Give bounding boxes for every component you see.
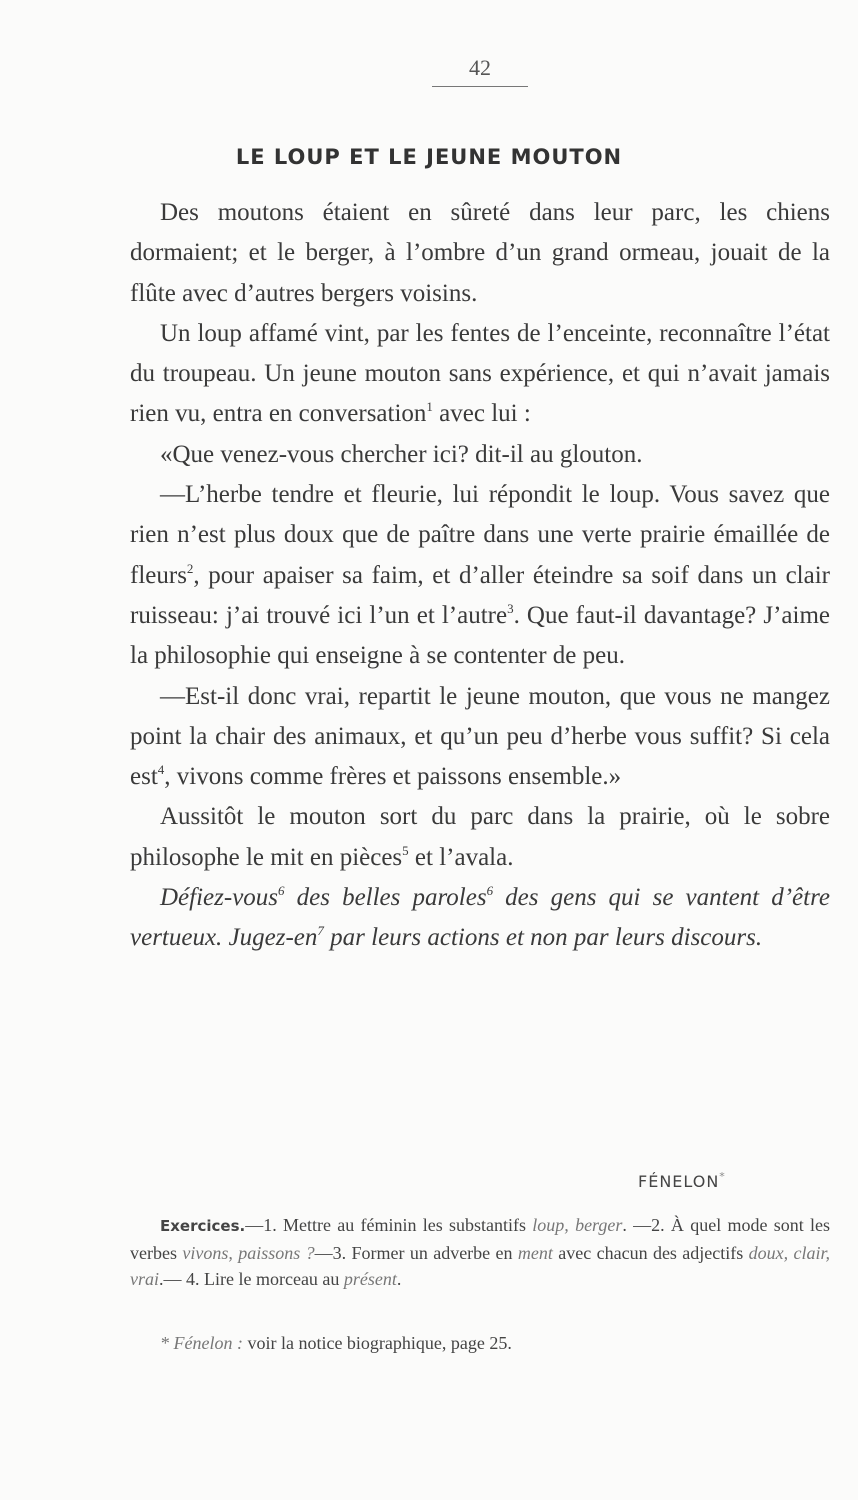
footnote-mark: *	[160, 1333, 169, 1353]
moral-text-c: des gens qui se vantent d’être vertueux. Jugez-en	[130, 884, 830, 952]
exercises-words-nouns: loup, berger	[532, 1215, 623, 1235]
paragraph-4	[130, 475, 830, 676]
footnote-ref-6a: 6	[278, 883, 285, 899]
author-footnote	[160, 1330, 830, 1356]
paragraph-5-text-a: —Est-il donc vrai, repartit le jeune mouton, que vous ne mangez point la chair des animaux, et qu’un peu d’herbe vous suffit? Si cela est	[130, 682, 830, 791]
exercises-text-2: . —2. À quel mode sont les verbes	[130, 1215, 830, 1263]
exercises-paragraph	[130, 1212, 830, 1293]
exercises-text-5: .— 4. Lire le morceau au	[159, 1269, 344, 1289]
exercises-words-adjectives: doux, clair, vrai	[130, 1242, 831, 1289]
paragraph-5	[130, 677, 830, 798]
moral-text-d: par leurs actions et non par leurs discours.	[323, 924, 763, 952]
author-mark: *	[719, 1170, 726, 1183]
footnote-ref-1: 1	[426, 399, 433, 415]
footnote-ref-7: 7	[317, 923, 324, 939]
exercises-text-6: .	[396, 1269, 402, 1289]
author-name: FÉNELON	[638, 1172, 720, 1191]
paragraph-1-text: Des moutons étaient en sûreté dans leur parc, les chiens dormaient; et le berger, à l’ombre d’un grand ormeau, jouait de la flûte avec d’autres bergers voisins.	[130, 199, 830, 307]
fable-text	[130, 193, 830, 959]
page-number: 42	[469, 55, 491, 80]
paragraph-3-text: «Que venez-vous chercher ici? dit-il au glouton.	[160, 440, 643, 468]
moral-text-b: des belles paroles	[284, 884, 487, 912]
paragraph-3	[130, 435, 830, 475]
exercises-word-ment: ment	[517, 1242, 553, 1263]
paragraph-2-text-b: avec lui :	[432, 400, 531, 428]
exercises-text-1: —1. Mettre au féminin les substantifs	[245, 1215, 533, 1235]
paragraph-4-text-b: , pour apaiser sa faim, et d’aller éteindre sa soif dans un clair ruisseau: j’ai trouvé ici l’un et l’autre	[130, 561, 830, 629]
page-title: LE LOUP ET LE JEUNE MOUTON	[235, 145, 623, 169]
moral-text-a: Défiez-vous	[160, 884, 279, 912]
exercises-word-present: présent	[343, 1269, 397, 1289]
paragraph-4-text-a: —L’herbe tendre et fleurie, lui répondit le loup. Vous savez que rien n’est plus doux que de paître dans une verte prairie émaillée de fleurs	[130, 481, 830, 589]
page-number-rule	[432, 86, 528, 87]
footnote-ref-4: 4	[157, 762, 165, 778]
footnote-ref-2: 2	[186, 560, 194, 576]
paragraph-6-text-b: et l’avala.	[408, 843, 514, 871]
paragraph-6	[130, 797, 830, 878]
exercises-section	[130, 1212, 830, 1293]
footnote-ref-3: 3	[507, 600, 514, 616]
moral-paragraph	[130, 878, 830, 959]
exercises-label: Exercices.	[160, 1217, 246, 1235]
paragraph-4-text-c: . Que faut-il davantage? J’aime la philosophie qui enseigne à se contenter de peu.	[130, 601, 830, 670]
exercises-text-3: —3. Former un adverbe en	[314, 1242, 518, 1263]
footnote-text: voir la notice biographique, page 25.	[242, 1333, 512, 1353]
author-signature	[638, 1172, 726, 1191]
paragraph-6-text-a: Aussitôt le mouton sort du parc dans la prairie, où le sobre philosophe le mit en pièces	[130, 803, 830, 871]
paragraph-2-text-a: Un loup affamé vint, par les fentes de l’enceinte, reconnaître l’état du troupeau. Un jeune mouton sans expérience, et qui n’avait jamais rien vu, entra en conversation	[130, 319, 830, 428]
paragraph-5-text-b: , vivons comme frères et paissons ensemble.»	[164, 763, 622, 791]
exercises-text-4: avec chacun des adjectifs	[552, 1242, 749, 1263]
footnote-ref-6b: 6	[486, 883, 494, 899]
footnote-author-name: Fénelon :	[173, 1333, 243, 1353]
paragraph-2	[130, 314, 830, 435]
exercises-words-verbs: vivons, paissons ?	[182, 1242, 315, 1263]
paragraph-1	[130, 193, 830, 314]
footnote-ref-5: 5	[402, 842, 409, 858]
